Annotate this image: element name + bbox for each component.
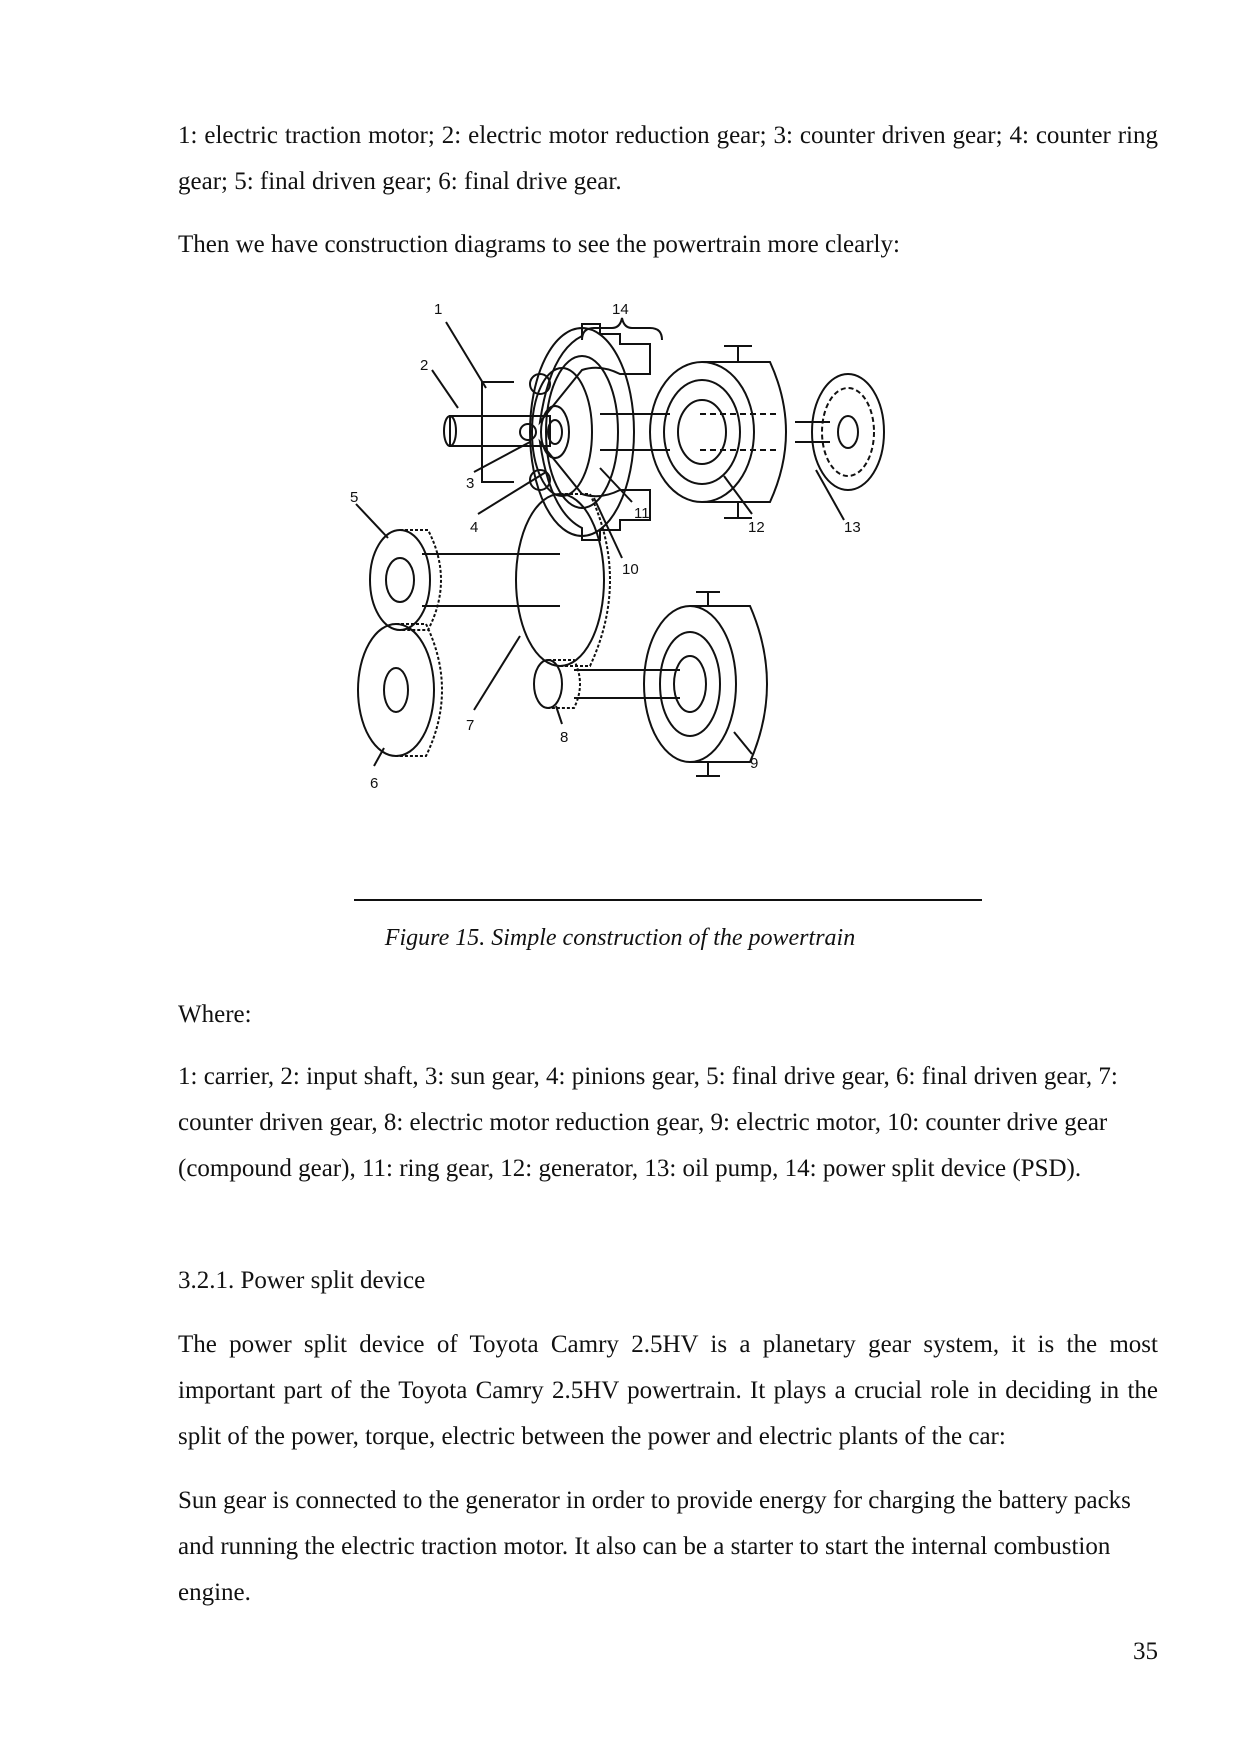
counter-driven-gear: [516, 494, 604, 666]
final-drive-gear-front: [370, 530, 430, 630]
label-8: 8: [560, 729, 569, 746]
where-label: Where:: [178, 1001, 252, 1028]
electric-motor-ring: [660, 632, 720, 736]
page-number: 35: [1133, 1638, 1158, 1665]
electric-motor-front: [644, 606, 736, 762]
powertrain-figure: [350, 292, 990, 912]
reduction-gear: [534, 660, 562, 708]
counter-driven-gear-teeth: [560, 494, 610, 666]
label-14: 14: [612, 301, 629, 318]
label-12: 12: [748, 519, 765, 536]
where-legend: 1: carrier, 2: input shaft, 3: sun gear, 4: pinions gear, 5: final drive gear, 6: final driven gear, 7: counter driven gear, 8: electric motor reduction gear, 9: electric motor, 10: counter drive gear (compound gear), 11: ring gear, 12: generator, 13: oil pump, 14: power split device (PSD).: [178, 1063, 1118, 1182]
label-6: 6: [370, 775, 379, 792]
figure-caption: Figure 15. Simple construction of the powertrain: [384, 925, 856, 951]
electric-motor-core: [674, 656, 706, 712]
label-11: 11: [634, 505, 650, 522]
final-drive-gear-hub: [386, 558, 414, 602]
label-3: 3: [466, 475, 475, 492]
generator-ring: [664, 380, 740, 484]
carrier-bracket: [482, 382, 514, 482]
oil-pump-hub: [838, 416, 858, 448]
label-4: 4: [470, 519, 479, 536]
psd-brace: [582, 318, 662, 340]
pinion-left: [520, 424, 536, 440]
label-5: 5: [350, 489, 359, 506]
final-driven-gear-hub: [384, 668, 408, 712]
powertrain-diagram: [350, 292, 990, 912]
final-driven-gear-teeth: [396, 624, 442, 756]
intro-legend: 1: electric traction motor; 2: electric motor reduction gear; 3: counter driven gear; 4: counter ring gear; 5: final driven gear; 6: final drive gear.: [178, 122, 1158, 195]
label-10: 10: [622, 561, 639, 578]
generator-front: [650, 362, 754, 502]
intro-sentence: Then we have construction diagrams to see the powertrain more clearly:: [178, 231, 900, 258]
paragraph-1: The power split device of Toyota Camry 2.5HV is a planetary gear system, it is the most important part of the Toyota Camry 2.5HV powertrain. It plays a crucial role in deciding in the split of the power, torque, electric between the power and electric plants of the car:: [178, 1331, 1158, 1450]
label-13: 13: [844, 519, 861, 536]
label-9: 9: [750, 755, 759, 772]
reduction-gear-teeth: [548, 660, 580, 708]
label-1: 1: [434, 301, 443, 318]
section-heading: 3.2.1. Power split device: [178, 1267, 426, 1294]
electric-motor-body: [690, 606, 767, 762]
final-driven-gear-front: [358, 624, 434, 756]
label-7: 7: [466, 717, 475, 734]
label-2: 2: [420, 357, 429, 374]
paragraph-2: Sun gear is connected to the generator in order to provide energy for charging the battery packs and running the electric traction motor. It also can be a starter to start the internal combustion engine.: [178, 1487, 1131, 1606]
oil-pump-gear: [822, 388, 874, 476]
generator-core: [678, 400, 726, 464]
ring-gear-inner: [546, 356, 618, 508]
